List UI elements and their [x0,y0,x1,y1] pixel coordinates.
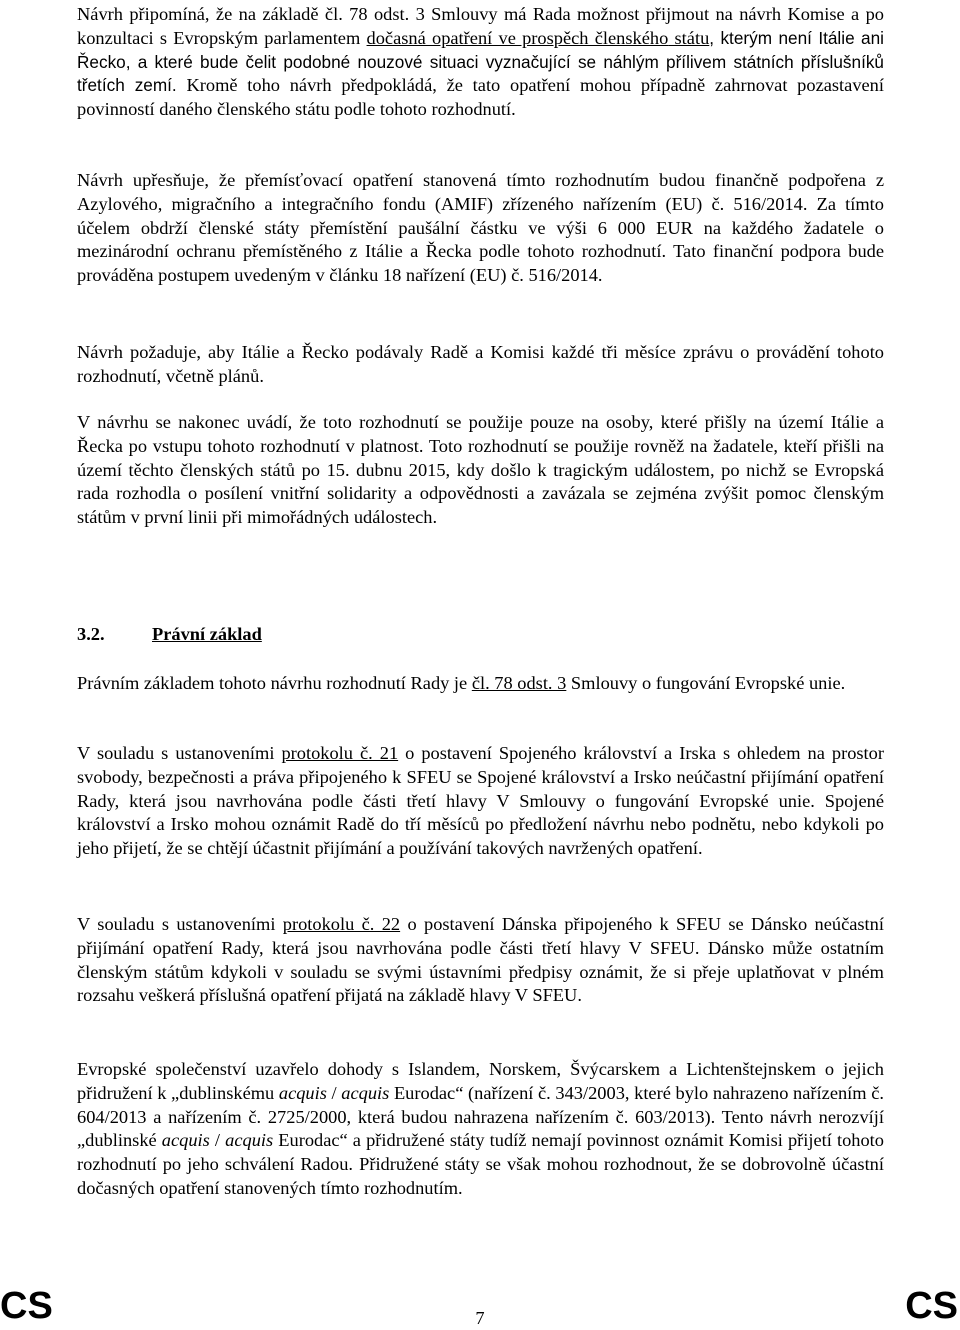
footer-language-right: CS [905,1285,958,1327]
paragraph-protocol-22 [77,913,884,1008]
paragraph-text: Návrh připomíná, že na základě čl. 78 odst. 3 Smlouvy má Rada možnost přijmout na návrh Komise a po konzultaci s Evropským parlamentem [77,4,884,48]
paragraph-text: Smlouvy o fungování Evropské unie. [566,673,846,693]
paragraph-text: V souladu s ustanoveními [77,914,283,934]
paragraph-text: o postavení Spojeného království a Irska s ohledem na prostor svobody, bezpečnosti a práva připojeného k SFEU se Spojené království a Irsko neúčastní přijímání opatření Rady, která jsou navrhována podle části třetí hlavy V Smlouvy o fungování Evropské unie. Spojené království a Irsko mohou oznámit Radě do tří měsíců po předložení návrhu nebo podnětu, nebo kdykoli po jeho přijetí, že se chtějí účastnit přijímání a používání takových navržených opatření. [77,743,884,859]
paragraph-protocol-21 [77,742,884,861]
footer-language-left: CS [0,1285,53,1327]
underlined-text: dočasná opatření ve prospěch členského [366,27,669,48]
section-title: Právní základ [152,624,262,644]
paragraph-text: V souladu s ustanoveními [77,743,282,763]
paragraph-intro [77,3,884,122]
underlined-text: státu [668,27,710,48]
section-number: 3.2. [77,624,105,644]
italic-term: acquis [161,1130,210,1151]
paragraph-funding: Návrh upřesňuje, že přemísťovací opatření stanovená tímto rozhodnutím budou finančně podpořena z Azylového, migračního a integračního fondu (AMIF) zřízeného nařízením (EU) č. 516/2014. Za tímto účelem obdrží členské státy přemístění paušální částku ve výši 6 000 EUR na každého žadatele o mezinárodní ochranu přemístěného z Itálie a Řecka podle tohoto rozhodnutí. Tato finanční podpora bude prováděna postupem uvedeným v článku 18 nařízení (EU) č. 516/2014. [77,170,884,286]
paragraph-legal-basis [77,672,845,696]
page-number: 7 [475,1308,485,1328]
paragraph-text: / [209,1130,226,1151]
article-link[interactable]: čl. 78 odst. 3 [471,673,567,693]
paragraph-text: Kromě toho návrh předpokládá, že tato opatření mohou případně zahrnovat pozastavení povinností daného členského státu podle tohoto rozhodnutí. [77,75,884,120]
paragraph-scope: V návrhu se nakonec uvádí, že toto rozhodnutí se použije pouze na osoby, které přišly na území Itálie a Řecka po vstupu tohoto rozhodnutí v platnost. Toto rozhodnutí se použije rovněž na žadatele, kteří přišli na území těchto členských států po 15. dubnu 2015, kdy došlo k tragickým událostem, po nichž se Evropská rada rozhodla o posílení vnitřní solidarity a odpovědnosti a zavázala se zejména zvýšit pomoc členským státům v první linii při mimořádných událostech. [77,412,884,528]
italic-term: acquis [341,1082,390,1103]
paragraph-text: / [326,1082,342,1103]
paragraph-text: Evropské společenství uzavřelo dohody s Islandem, Norskem, Švýcarskem a Lichtenštejnskem o jejich přidružení k „dublinskému [77,1059,884,1103]
paragraph-text: , kterým není Itálie ani Řecko, a které bude čelit podobné nouzové situaci vyznačující se náhlým přílivem státních příslušníků třetích zemí. [77,27,884,96]
paragraph-text: Právním základem tohoto návrhu rozhodnutí Rady je [77,673,472,693]
paragraph-text: o postavení Dánska připojeného k SFEU se Dánsko neúčastní přijímání opatření Rady, která jsou navrhována podle části třetí hlavy V SFEU. Dánsko může ostatním členským státům kdykoli v souladu se svými ústavními předpisy oznámit, že si přeje uplatňovat v plném rozsahu veškerá příslušná opatření přijatá na základě hlavy V SFEU. [77,914,884,1006]
italic-term: acquis [225,1130,274,1151]
paragraph-text: Eurodac“ (nařízení č. 343/2003, které bylo nahrazeno nařízením č. 604/2013 a nařízením č. 2725/2000, která budou nahrazena nařízením č. 603/2013). Tento návrh nerozvíjí „dublinské [77,1082,884,1151]
paragraph-text: Eurodac“ a přidružené státy tudíž nemají povinnost oznámit Komisi přijetí tohoto rozhodnutí po jeho schválení Radou. Přidružené státy se však mohou rozhodnout, že se dobrovolně účastní dočasných opatření stanovených tímto rozhodnutím. [77,1130,884,1198]
protocol-21-link[interactable]: protokolu č. 21 [281,743,399,763]
italic-term: acquis [278,1082,327,1103]
paragraph-associated-states [77,1058,884,1201]
section-heading [77,624,884,645]
protocol-22-link[interactable]: protokolu č. 22 [282,914,401,934]
paragraph-reporting: Návrh požaduje, aby Itálie a Řecko podávaly Radě a Komisi každé tři měsíce zprávu o provádění tohoto rozhodnutí, včetně plánů. [77,342,884,386]
